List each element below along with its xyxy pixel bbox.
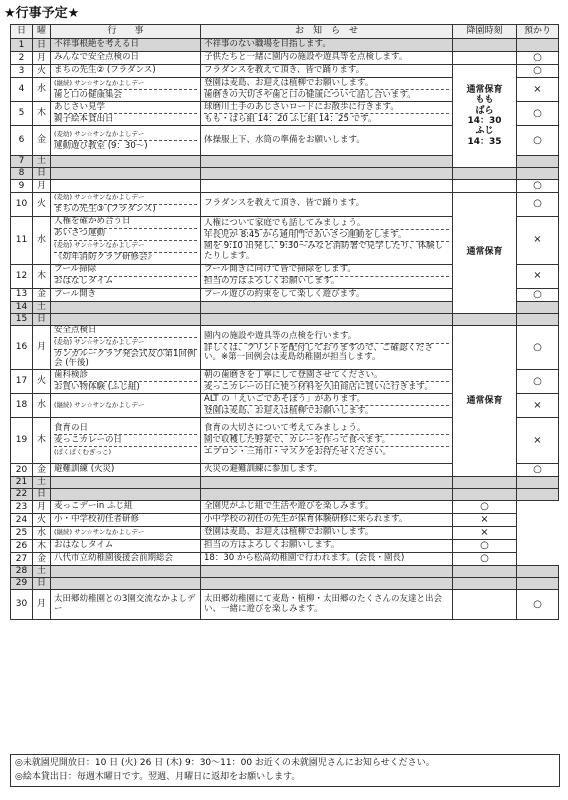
azukari-cell: × [453,527,517,540]
event-cell [51,216,201,264]
azukari-cell: ○ [517,126,559,156]
event-item: (ぱくぱくむぎっこ) [54,446,197,458]
day-cell: 6 [11,126,33,156]
table-row [11,553,559,566]
header-notice: お 知 ら せ [201,25,453,39]
event-item: 麦っこカレーの日 [54,434,197,446]
event-item: 小・中学校初任者研修 [54,514,140,525]
table-row [11,180,559,193]
event-item: あじさい見学 [54,101,106,112]
weekday-cell: 金 [33,126,51,156]
azukari-cell: ○ [517,464,559,477]
notice-item: 担当の方はよろしくお願いします。 [204,276,449,288]
event-cell [51,102,201,126]
table-row [11,489,559,501]
event-item: 安全点検日 [54,325,97,336]
table-row [11,590,559,620]
weekday-cell: 土 [33,301,51,313]
notice-cell [201,52,453,65]
event-item [54,566,197,577]
footer-notes [10,754,560,787]
azukari-cell: × [517,216,559,264]
azukari-cell: × [517,394,559,418]
day-cell: 10 [11,192,33,216]
azukari-cell [517,313,559,325]
azukari-cell [517,578,559,590]
weekday-cell: 金 [33,288,51,301]
notice-item: もも・ばら組 14：20 ふじ組 14：25 です。 [204,113,449,125]
azukari-cell: × [517,78,559,102]
header-time: 降園時刻 [453,25,517,39]
event-cell [51,477,201,489]
event-cell [51,566,201,578]
weekday-cell: 月 [33,52,51,65]
time-cell [453,477,517,489]
table-row [11,168,559,180]
day-cell: 16 [11,325,33,370]
day-cell: 30 [11,590,33,620]
notice-item: 登園は麦島、お迎えは植柳でお願いします。 [204,527,374,538]
event-item: おはなしタイム [54,540,114,551]
dismissal-label: 通常保育 [466,84,503,95]
day-cell: 20 [11,464,33,477]
notice-cell [201,313,453,325]
time-cell [453,168,517,180]
footer-line: ◎未就園児開放日：10 日 (火) 26 日 (木) 9：30〜11：00 お近くの未就園児さんにお知らせください。 [15,758,435,768]
event-cell [51,65,201,78]
notice-cell [201,394,453,418]
event-cell [51,464,201,477]
day-cell: 7 [11,156,33,168]
weekday-cell: 月 [33,325,51,370]
weekday-cell: 火 [33,65,51,78]
day-cell: 4 [11,78,33,102]
event-item: おはなしタイム [54,276,197,288]
time-cell [453,39,517,52]
event-cell [51,527,201,540]
table-row [11,65,559,78]
dismissal-time-cell [453,192,517,313]
notice-item: フラダンスを教えて頂き、皆で踊ります。 [204,65,365,76]
day-cell: 28 [11,566,33,578]
event-cell [51,501,201,514]
time-cell [517,301,559,313]
weekday-cell: 金 [33,553,51,566]
notice-item: 園で収穫した野菜で、カレーを作って食べます。 [204,434,449,446]
weekday-cell: 火 [33,192,51,216]
schedule-table [10,24,559,620]
notice-item: プール開きに向けて皆で掃除をします。 [204,264,356,275]
dismissal-label: 通常保育 [466,247,503,258]
event-item: 太田郷幼稚園との3園交流なかよしデー [54,593,196,614]
day-cell: 3 [11,65,33,78]
notice-item: 子供たちと一緒に園内の施設や遊具等を点検します。 [204,52,408,63]
notice-cell [201,192,453,216]
weekday-cell: 日 [33,489,51,501]
event-item: 歯と口の健康集会 [54,89,197,101]
notice-cell [201,489,453,501]
day-cell: 14 [11,301,33,313]
table-row [11,501,559,514]
azukari-cell: × [517,418,559,464]
event-item: みんなで安全点検の日 [54,52,140,63]
notice-cell [201,514,453,527]
notice-item [204,578,449,589]
notice-item: ALT の「えいごであそぼう」があります。 [204,393,366,404]
event-item [54,302,197,313]
notice-cell [201,126,453,156]
weekday-cell: 木 [33,264,51,288]
weekday-cell: 金 [33,464,51,477]
notice-item: 麦っこカレーの日に使う材料を久田商店に買いに行きます。 [204,381,449,393]
day-cell: 25 [11,527,33,540]
event-cell [51,590,201,620]
notice-item: 歯磨きの大切さや歯と口の健康について話し合います。 [204,89,449,101]
weekday-cell: 木 [33,102,51,126]
azukari-cell [517,477,559,489]
table-header [11,25,559,39]
event-item: (麦幼) サン☆サンなかよしデー [54,193,145,202]
event-cell [51,418,201,464]
table-row [11,192,559,216]
event-item: (麦幼) サン☆サンなかよしデー [54,337,197,349]
event-item [54,314,197,325]
day-cell: 18 [11,394,33,418]
notice-item: 小中学校の初任の先生が保育体験研修に来られます。 [204,514,408,525]
time-cell [453,489,517,501]
weekday-cell: 木 [33,418,51,464]
time-cell [517,156,559,168]
day-cell: 21 [11,477,33,489]
event-item [54,477,197,488]
dismissal-time-cell [453,65,517,168]
schedule-body [11,39,559,620]
event-item [54,168,197,179]
header-day: 日 [11,25,33,39]
notice-item: 球磨川土手のあじさいロードにお散歩に行きます。 [204,101,399,112]
notice-item: 園内の施設や遊具等の点検を行います。 [204,331,357,342]
event-cell [51,39,201,52]
notice-cell [201,216,453,264]
notice-item: 担当の方はよろしくお願いします。 [204,540,340,551]
notice-cell [201,540,453,553]
azukari-cell [517,566,559,578]
notice-cell [201,590,453,620]
event-item [54,180,197,191]
notice-item: フラダンスを教えて頂き、皆で踊ります。 [204,198,365,209]
event-item: まちの先生② (フラダンス) [54,65,156,76]
event-item [54,156,197,167]
day-cell: 15 [11,313,33,325]
notice-item: 火災の避難訓練に参加します。 [204,464,323,475]
azukari-cell: ○ [517,192,559,216]
table-row [11,39,559,52]
notice-item [204,314,449,325]
notice-cell [201,566,453,578]
day-cell: 17 [11,370,33,394]
weekday-cell: 土 [33,566,51,578]
notice-cell [201,39,453,52]
event-cell [51,126,201,156]
event-cell [51,180,201,193]
weekday-cell: 日 [33,313,51,325]
time-cell [453,578,517,590]
notice-cell [201,168,453,180]
notice-cell [201,527,453,540]
header-event: 行 事 [51,25,201,39]
notice-item [204,477,449,488]
event-item: 歯科検診 [54,369,89,380]
table-row [11,514,559,527]
weekday-cell: 木 [33,540,51,553]
day-cell: 26 [11,540,33,553]
event-item: 麦っこデーin ふじ組 [54,501,133,512]
event-item: あいさつ運動 [54,228,197,240]
azukari-cell: × [517,264,559,288]
event-cell [51,578,201,590]
azukari-cell: ○ [517,325,559,370]
table-row [11,313,559,325]
event-item: 人権を確かめ合う日 [54,216,131,227]
weekday-cell: 水 [33,78,51,102]
day-cell: 23 [11,501,33,514]
day-cell: 19 [11,418,33,464]
weekday-cell: 日 [33,578,51,590]
azukari-cell: ○ [517,590,559,620]
weekday-cell: 月 [33,501,51,514]
notice-item: 詳しくは、プリントを配付しておりますので、ご確認ください。※第一回例会は麦島幼稚園が担当します。 [204,343,449,364]
event-item: (継続) サン☆サンなかよしデー [54,400,145,409]
weekday-cell: 月 [33,590,51,620]
notice-cell [201,301,453,313]
day-cell: 22 [11,489,33,501]
table-row [11,477,559,489]
event-item [54,578,197,589]
dismissal-label: 通常保育 [466,395,503,406]
notice-cell [201,464,453,477]
weekday-cell: 水 [33,394,51,418]
event-cell [51,394,201,418]
page-title: ★行事予定★ [4,6,80,21]
day-cell: 24 [11,514,33,527]
azukari-cell [517,168,559,180]
notice-cell [201,78,453,102]
notice-item [204,302,449,313]
notice-item: 朝の歯磨きを丁寧にして登園させてください。 [204,369,383,380]
event-cell [51,325,201,370]
notice-cell [201,370,453,394]
event-cell [51,514,201,527]
azukari-cell: ○ [517,52,559,65]
notice-item [204,156,449,167]
notice-item [204,566,449,577]
event-cell [51,313,201,325]
event-cell [51,168,201,180]
event-item: 運動遊び教室 (9：30〜) [54,140,197,152]
notice-item: 全園児がふじ組で生活や遊びを楽しみます。 [204,501,374,512]
azukari-cell: × [453,514,517,527]
notice-cell [201,156,453,168]
notice-cell [201,102,453,126]
notice-cell [201,501,453,514]
time-cell [453,590,517,620]
event-cell [51,78,201,102]
event-cell [51,540,201,553]
time-cell [453,180,517,193]
day-cell: 8 [11,168,33,180]
notice-item [204,168,449,179]
azukari-cell: ○ [453,553,517,566]
weekday-cell: 水 [33,216,51,264]
notice-cell [201,578,453,590]
notice-item: 太田郷幼稚園にて麦島・植柳・太田郷のたくさんの友達と出会い、一緒に遊びを楽しみます。 [204,593,443,614]
weekday-cell: 月 [33,180,51,193]
event-item: 避難訓練 (火災) [54,464,115,475]
weekday-cell: 土 [33,477,51,489]
day-cell: 9 [11,180,33,193]
azukari-cell: ○ [517,288,559,301]
event-cell [51,370,201,394]
event-item: 食育の日 [54,422,89,433]
day-cell: 5 [11,102,33,126]
notice-item: プール遊びの約束をして楽しく遊びます。 [204,288,365,299]
dismissal-time-cell [453,325,517,477]
day-cell: 13 [11,288,33,301]
event-cell [51,52,201,65]
day-cell: 11 [11,216,33,264]
weekday-cell: 水 [33,527,51,540]
table-row [11,52,559,65]
dismissal-times: もも ばら 14：30 ふじ 14：35 [467,95,502,147]
event-item: (継続) サン☆サンなかよしデー [54,528,145,537]
notice-cell [201,180,453,193]
footer-line: ◎絵本貸出日：毎週木曜日です。翌週、月曜日に返却をお願いします。 [15,771,301,782]
azukari-cell: ○ [453,501,517,514]
header-weekday: 曜 [33,25,51,39]
notice-cell [201,553,453,566]
event-item [54,489,197,500]
weekday-cell: 日 [33,39,51,52]
time-cell [453,566,517,578]
notice-item: 体操服上下、水筒の準備をお願いします。 [204,134,365,145]
notice-cell [201,418,453,464]
event-item: 不祥事根絶を考える日 [54,39,140,50]
notice-item: 年長児が 8:45 から通用門であいさつ運動をします。 [204,229,449,241]
event-cell [51,301,201,313]
time-cell [453,52,517,65]
time-cell [453,313,517,325]
event-cell [51,156,201,168]
azukari-cell: ○ [517,102,559,126]
table-row [11,527,559,540]
notice-item: 食育の大切さについて考えてみましょう。 [204,422,366,433]
table-row [11,566,559,578]
event-item: (麦幼) サン☆サンなかよしデー [54,240,197,252]
azukari-cell [517,39,559,52]
event-item: 親子絵本貸出日 [54,113,197,125]
header-azukari: 預かり [517,25,559,39]
event-item: まちの先生③ (フラダンス) [54,204,197,216]
notice-cell [201,325,453,370]
azukari-cell [517,489,559,501]
weekday-cell: 火 [33,514,51,527]
event-cell [51,553,201,566]
day-cell: 12 [11,264,33,288]
weekday-cell: 土 [33,156,51,168]
notice-item [204,489,449,500]
event-item: (継続) サン☆サンなかよしデー [54,78,145,87]
notice-item: 人権について家庭でも話してみましょう。 [204,217,366,228]
notice-item: 18：30 から松高幼稚園で行われます。(会長・園長) [204,553,405,564]
event-item: (麦幼) サン☆サンなかよしデー [54,129,145,138]
event-item: 《幼年消防クラブ研修会》 [54,252,197,264]
event-item: 八代市立幼稚園後援会前期総会 [54,553,174,564]
azukari-cell: ○ [517,65,559,78]
event-item: プール開き [54,288,97,299]
azukari-cell: ○ [517,180,559,193]
notice-item: 登園は麦島、お迎えは植柳でお願いします。 [204,77,374,88]
azukari-cell: ○ [453,540,517,553]
notice-item: 不祥事のない職場を目指します。 [204,39,331,50]
notice-cell [201,477,453,489]
event-cell [51,288,201,301]
day-cell: 27 [11,553,33,566]
notice-cell [201,65,453,78]
event-item: プール掃除 [54,264,97,275]
notice-item [204,180,449,191]
event-item: お買い物体験 (ふじ組) [54,381,197,393]
event-cell [51,264,201,288]
weekday-cell: 日 [33,168,51,180]
day-cell: 1 [11,39,33,52]
table-row [11,325,559,370]
notice-cell [201,264,453,288]
notice-item: 園を 9:10 出発し、9:30〜みなと消防署で見学したり、体験したりします。 [204,241,449,262]
notice-item: エプロン・三角巾・マスクをお持たせください。 [204,446,449,458]
table-row [11,578,559,590]
event-cell [51,489,201,501]
notice-cell [201,288,453,301]
event-cell [51,192,201,216]
notice-item: 登園は麦島、お迎えは植柳でお願いします。 [204,405,449,417]
table-row [11,540,559,553]
day-cell: 2 [11,52,33,65]
weekday-cell: 火 [33,370,51,394]
azukari-cell: ○ [517,370,559,394]
day-cell: 29 [11,578,33,590]
event-item: カンガルークラブ発会式及び第1回例会 (午後) [54,348,196,369]
